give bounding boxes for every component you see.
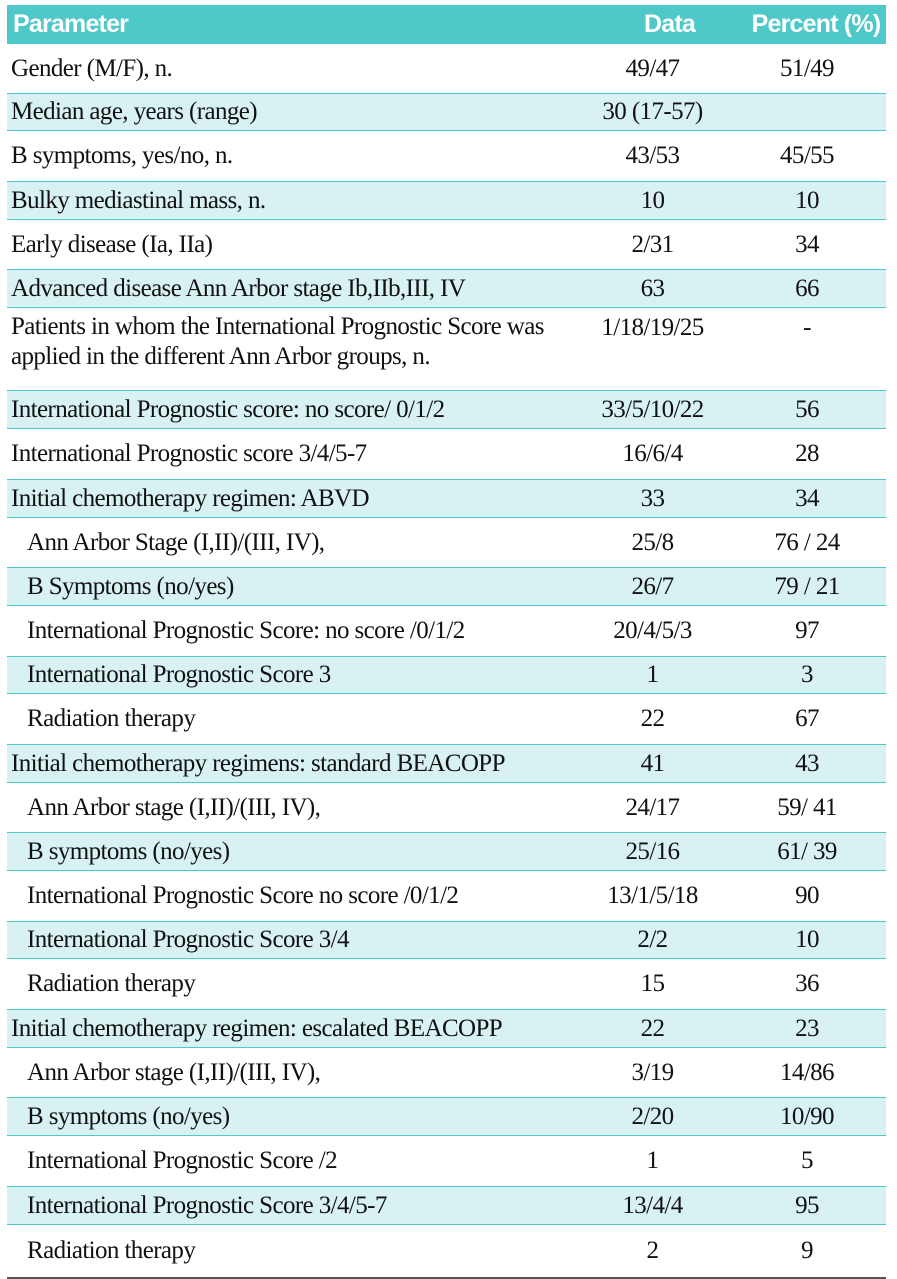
table-row (7, 270, 886, 308)
table-row (7, 922, 886, 959)
row-percent-cell: 9 (746, 1225, 886, 1279)
row-data-cell: 22 (593, 694, 746, 745)
row-percent-cell: 10 (746, 922, 886, 959)
table-row (7, 518, 886, 568)
row-data-cell: 2 (593, 1225, 746, 1279)
row-data-cell: 33/5/10/22 (593, 391, 746, 429)
row-data-cell: 41 (593, 745, 746, 783)
table-row (7, 694, 886, 745)
row-data-cell: 22 (593, 1010, 746, 1048)
table-row (7, 568, 886, 606)
table-row (7, 182, 886, 220)
row-percent-cell: 90 (746, 871, 886, 922)
row-parameter-cell: Early disease (Ia, IIa) (7, 220, 593, 270)
table-row (7, 1136, 886, 1187)
row-percent-cell: 5 (746, 1136, 886, 1187)
header-row (7, 5, 886, 44)
row-percent-cell: 10 (746, 182, 886, 220)
row-parameter-cell: Initial chemotherapy regimen: ABVD (7, 480, 593, 518)
row-parameter-cell: Initial chemotherapy regimen: escalated BEACOPP (7, 1010, 593, 1048)
row-parameter-cell: Bulky mediastinal mass, n. (7, 182, 593, 220)
row-percent-cell: 95 (746, 1187, 886, 1225)
row-data-cell: 13/4/4 (593, 1187, 746, 1225)
row-percent-cell: 36 (746, 959, 886, 1010)
row-data-cell: 49/47 (593, 44, 746, 94)
row-data-cell: 1/18/19/25 (593, 308, 746, 391)
row-percent-cell: 67 (746, 694, 886, 745)
row-percent-cell: 28 (746, 429, 886, 480)
row-parameter-cell: International Prognostic Score /2 (7, 1136, 593, 1187)
row-percent-cell: 3 (746, 657, 886, 694)
row-data-cell: 26/7 (593, 568, 746, 606)
table-row (7, 1048, 886, 1098)
row-percent-cell: 61/ 39 (746, 833, 886, 871)
row-percent-cell: 34 (746, 220, 886, 270)
table-row (7, 745, 886, 783)
table-row (7, 44, 886, 94)
table-row (7, 871, 886, 922)
row-data-cell: 24/17 (593, 783, 746, 833)
row-data-cell: 1 (593, 657, 746, 694)
row-parameter-cell: Patients in whom the International Prognostic Score was applied in the different Ann Arbor groups, n. (7, 308, 593, 391)
row-data-cell: 2/31 (593, 220, 746, 270)
row-data-cell: 3/19 (593, 1048, 746, 1098)
row-parameter-cell: International Prognostic Score: no score /0/1/2 (7, 606, 593, 657)
table-row (7, 1010, 886, 1048)
row-data-cell: 33 (593, 480, 746, 518)
header-data: Data (593, 5, 746, 44)
row-data-cell: 30 (17-57) (593, 94, 746, 131)
row-percent-cell: 79 / 21 (746, 568, 886, 606)
row-parameter-cell: Ann Arbor stage (I,II)/(III, IV), (7, 783, 593, 833)
header-percent: Percent (%) (746, 5, 886, 44)
table-row (7, 1187, 886, 1225)
table-row (7, 94, 886, 131)
row-parameter-cell: International Prognostic score: no score/ 0/1/2 (7, 391, 593, 429)
row-percent-cell: - (746, 308, 886, 391)
patient-characteristics-table (7, 5, 886, 1279)
row-data-cell: 25/8 (593, 518, 746, 568)
row-data-cell: 16/6/4 (593, 429, 746, 480)
row-data-cell: 25/16 (593, 833, 746, 871)
row-parameter-cell: Radiation therapy (7, 959, 593, 1010)
row-parameter-cell: B symptoms (no/yes) (7, 833, 593, 871)
row-parameter-cell: B Symptoms (no/yes) (7, 568, 593, 606)
row-percent-cell: 76 / 24 (746, 518, 886, 568)
row-percent-cell: 56 (746, 391, 886, 429)
table-row (7, 1098, 886, 1136)
row-data-cell: 2/2 (593, 922, 746, 959)
table-row (7, 131, 886, 182)
row-percent-cell (746, 94, 886, 131)
row-percent-cell: 43 (746, 745, 886, 783)
row-parameter-cell: International Prognostic Score 3 (7, 657, 593, 694)
row-data-cell: 63 (593, 270, 746, 308)
row-data-cell: 20/4/5/3 (593, 606, 746, 657)
row-data-cell: 10 (593, 182, 746, 220)
row-parameter-cell: International Prognostic score 3/4/5-7 (7, 429, 593, 480)
table-row (7, 1225, 886, 1279)
table-row (7, 391, 886, 429)
header-parameter: Parameter (7, 5, 593, 44)
row-percent-cell: 45/55 (746, 131, 886, 182)
row-parameter-cell: International Prognostic Score 3/4 (7, 922, 593, 959)
row-percent-cell: 23 (746, 1010, 886, 1048)
row-percent-cell: 66 (746, 270, 886, 308)
table-row (7, 606, 886, 657)
row-data-cell: 1 (593, 1136, 746, 1187)
row-data-cell: 13/1/5/18 (593, 871, 746, 922)
table-row (7, 833, 886, 871)
row-parameter-cell: Gender (M/F), n. (7, 44, 593, 94)
table-row (7, 220, 886, 270)
row-data-cell: 2/20 (593, 1098, 746, 1136)
table-header (7, 5, 886, 44)
row-percent-cell: 10/90 (746, 1098, 886, 1136)
row-parameter-cell: International Prognostic Score 3/4/5-7 (7, 1187, 593, 1225)
row-parameter-cell: Median age, years (range) (7, 94, 593, 131)
row-data-cell: 43/53 (593, 131, 746, 182)
row-percent-cell: 97 (746, 606, 886, 657)
row-percent-cell: 34 (746, 480, 886, 518)
row-parameter-cell: Initial chemotherapy regimens: standard BEACOPP (7, 745, 593, 783)
row-parameter-cell: Radiation therapy (7, 694, 593, 745)
table-body (7, 44, 886, 1278)
row-parameter-cell: B symptoms (no/yes) (7, 1098, 593, 1136)
row-parameter-cell: Ann Arbor stage (I,II)/(III, IV), (7, 1048, 593, 1098)
table-row (7, 429, 886, 480)
row-data-cell: 15 (593, 959, 746, 1010)
row-parameter-cell: Ann Arbor Stage (I,II)/(III, IV), (7, 518, 593, 568)
row-percent-cell: 51/49 (746, 44, 886, 94)
row-parameter-cell: Advanced disease Ann Arbor stage Ib,IIb,III, IV (7, 270, 593, 308)
table-row (7, 959, 886, 1010)
table-row (7, 657, 886, 694)
table-row (7, 480, 886, 518)
row-parameter-cell: International Prognostic Score no score /0/1/2 (7, 871, 593, 922)
table-container (7, 5, 886, 1279)
row-parameter-cell: Radiation therapy (7, 1225, 593, 1279)
row-parameter-cell: B symptoms, yes/no, n. (7, 131, 593, 182)
row-percent-cell: 59/ 41 (746, 783, 886, 833)
row-percent-cell: 14/86 (746, 1048, 886, 1098)
table-row (7, 308, 886, 391)
table-row (7, 783, 886, 833)
